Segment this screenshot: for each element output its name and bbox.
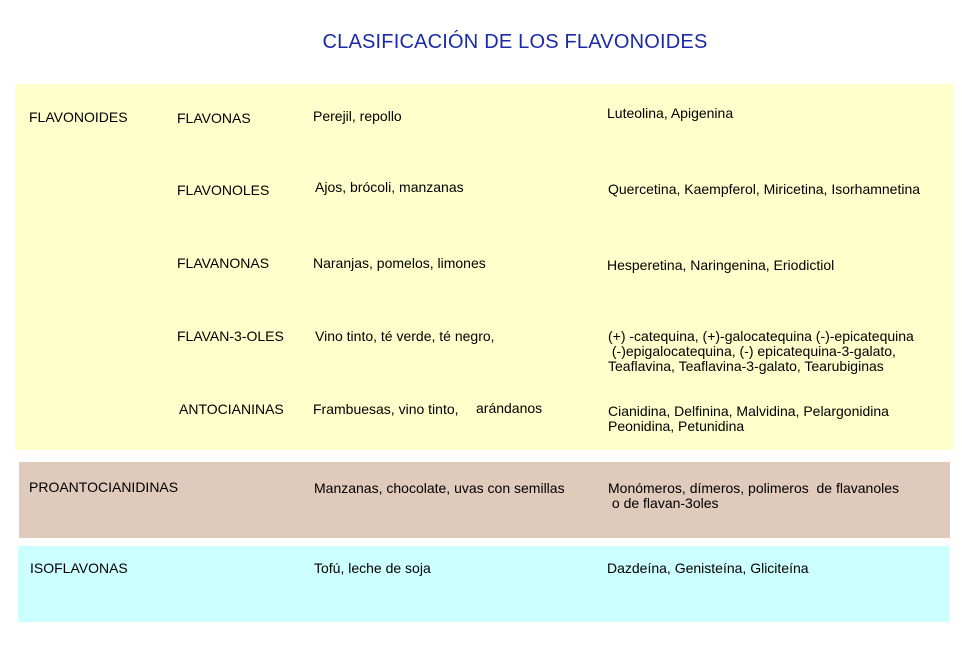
sources-antocianinas-extra: arándanos (476, 400, 543, 416)
sources-flavan-3-oles: Vino tinto, té verde, té negro, (315, 328, 495, 344)
subclass-flavan-3-oles: FLAVAN-3-OLES (177, 328, 284, 344)
compounds-flavanonas: Hesperetina, Naringenina, Eriodictiol (607, 257, 835, 273)
sources-flavonas: Perejil, repollo (313, 108, 402, 124)
sources-flavonoles: Ajos, brócoli, manzanas (315, 179, 464, 195)
flavonoides-label: FLAVONOIDES (29, 109, 128, 125)
sources-antocianinas: Frambuesas, vino tinto, (313, 401, 459, 417)
sources-flavanonas: Naranjas, pomelos, limones (313, 255, 486, 271)
sources-isoflavonas: Tofú, leche de soja (314, 560, 431, 576)
compounds-flavonoles: Quercetina, Kaempferol, Miricetina, Isorhamnetina (608, 181, 921, 197)
diagram-title: CLASIFICACIÓN DE LOS FLAVONOIDES (322, 31, 708, 53)
subclass-flavonas: FLAVONAS (177, 110, 251, 126)
proantocianidinas-label: PROANTOCIANIDINAS (29, 479, 179, 495)
compounds-flavonas: Luteolina, Apigenina (607, 105, 734, 121)
subclass-flavanonas: FLAVANONAS (177, 255, 270, 271)
subclass-flavonoles: FLAVONOLES (177, 182, 270, 198)
compounds-proantocianidinas: Monómeros, dímeros, polimeros de flavanoles o de flavan-3oles (608, 480, 900, 511)
isoflavonas-panel (18, 546, 949, 622)
isoflavonas-label: ISOFLAVONAS (30, 560, 128, 576)
compounds-flavan-3-oles: (+) -catequina, (+)-galocatequina (-)-epicatequina (-)epigalocatequina, (-) epicatequina-3-galato, Teaflavina, Teaflavina-3-galato, Tearubiginas (608, 328, 914, 374)
compounds-isoflavonas: Dazdeína, Genisteína, Gliciteína (607, 560, 809, 576)
sources-proantocianidinas: Manzanas, chocolate, uvas con semillas (314, 480, 565, 496)
compounds-antocianinas: Cianidina, Delfinina, Malvidina, Pelargonidina Peonidina, Petunidina (608, 403, 889, 434)
subclass-antocianinas: ANTOCIANINAS (179, 401, 284, 417)
